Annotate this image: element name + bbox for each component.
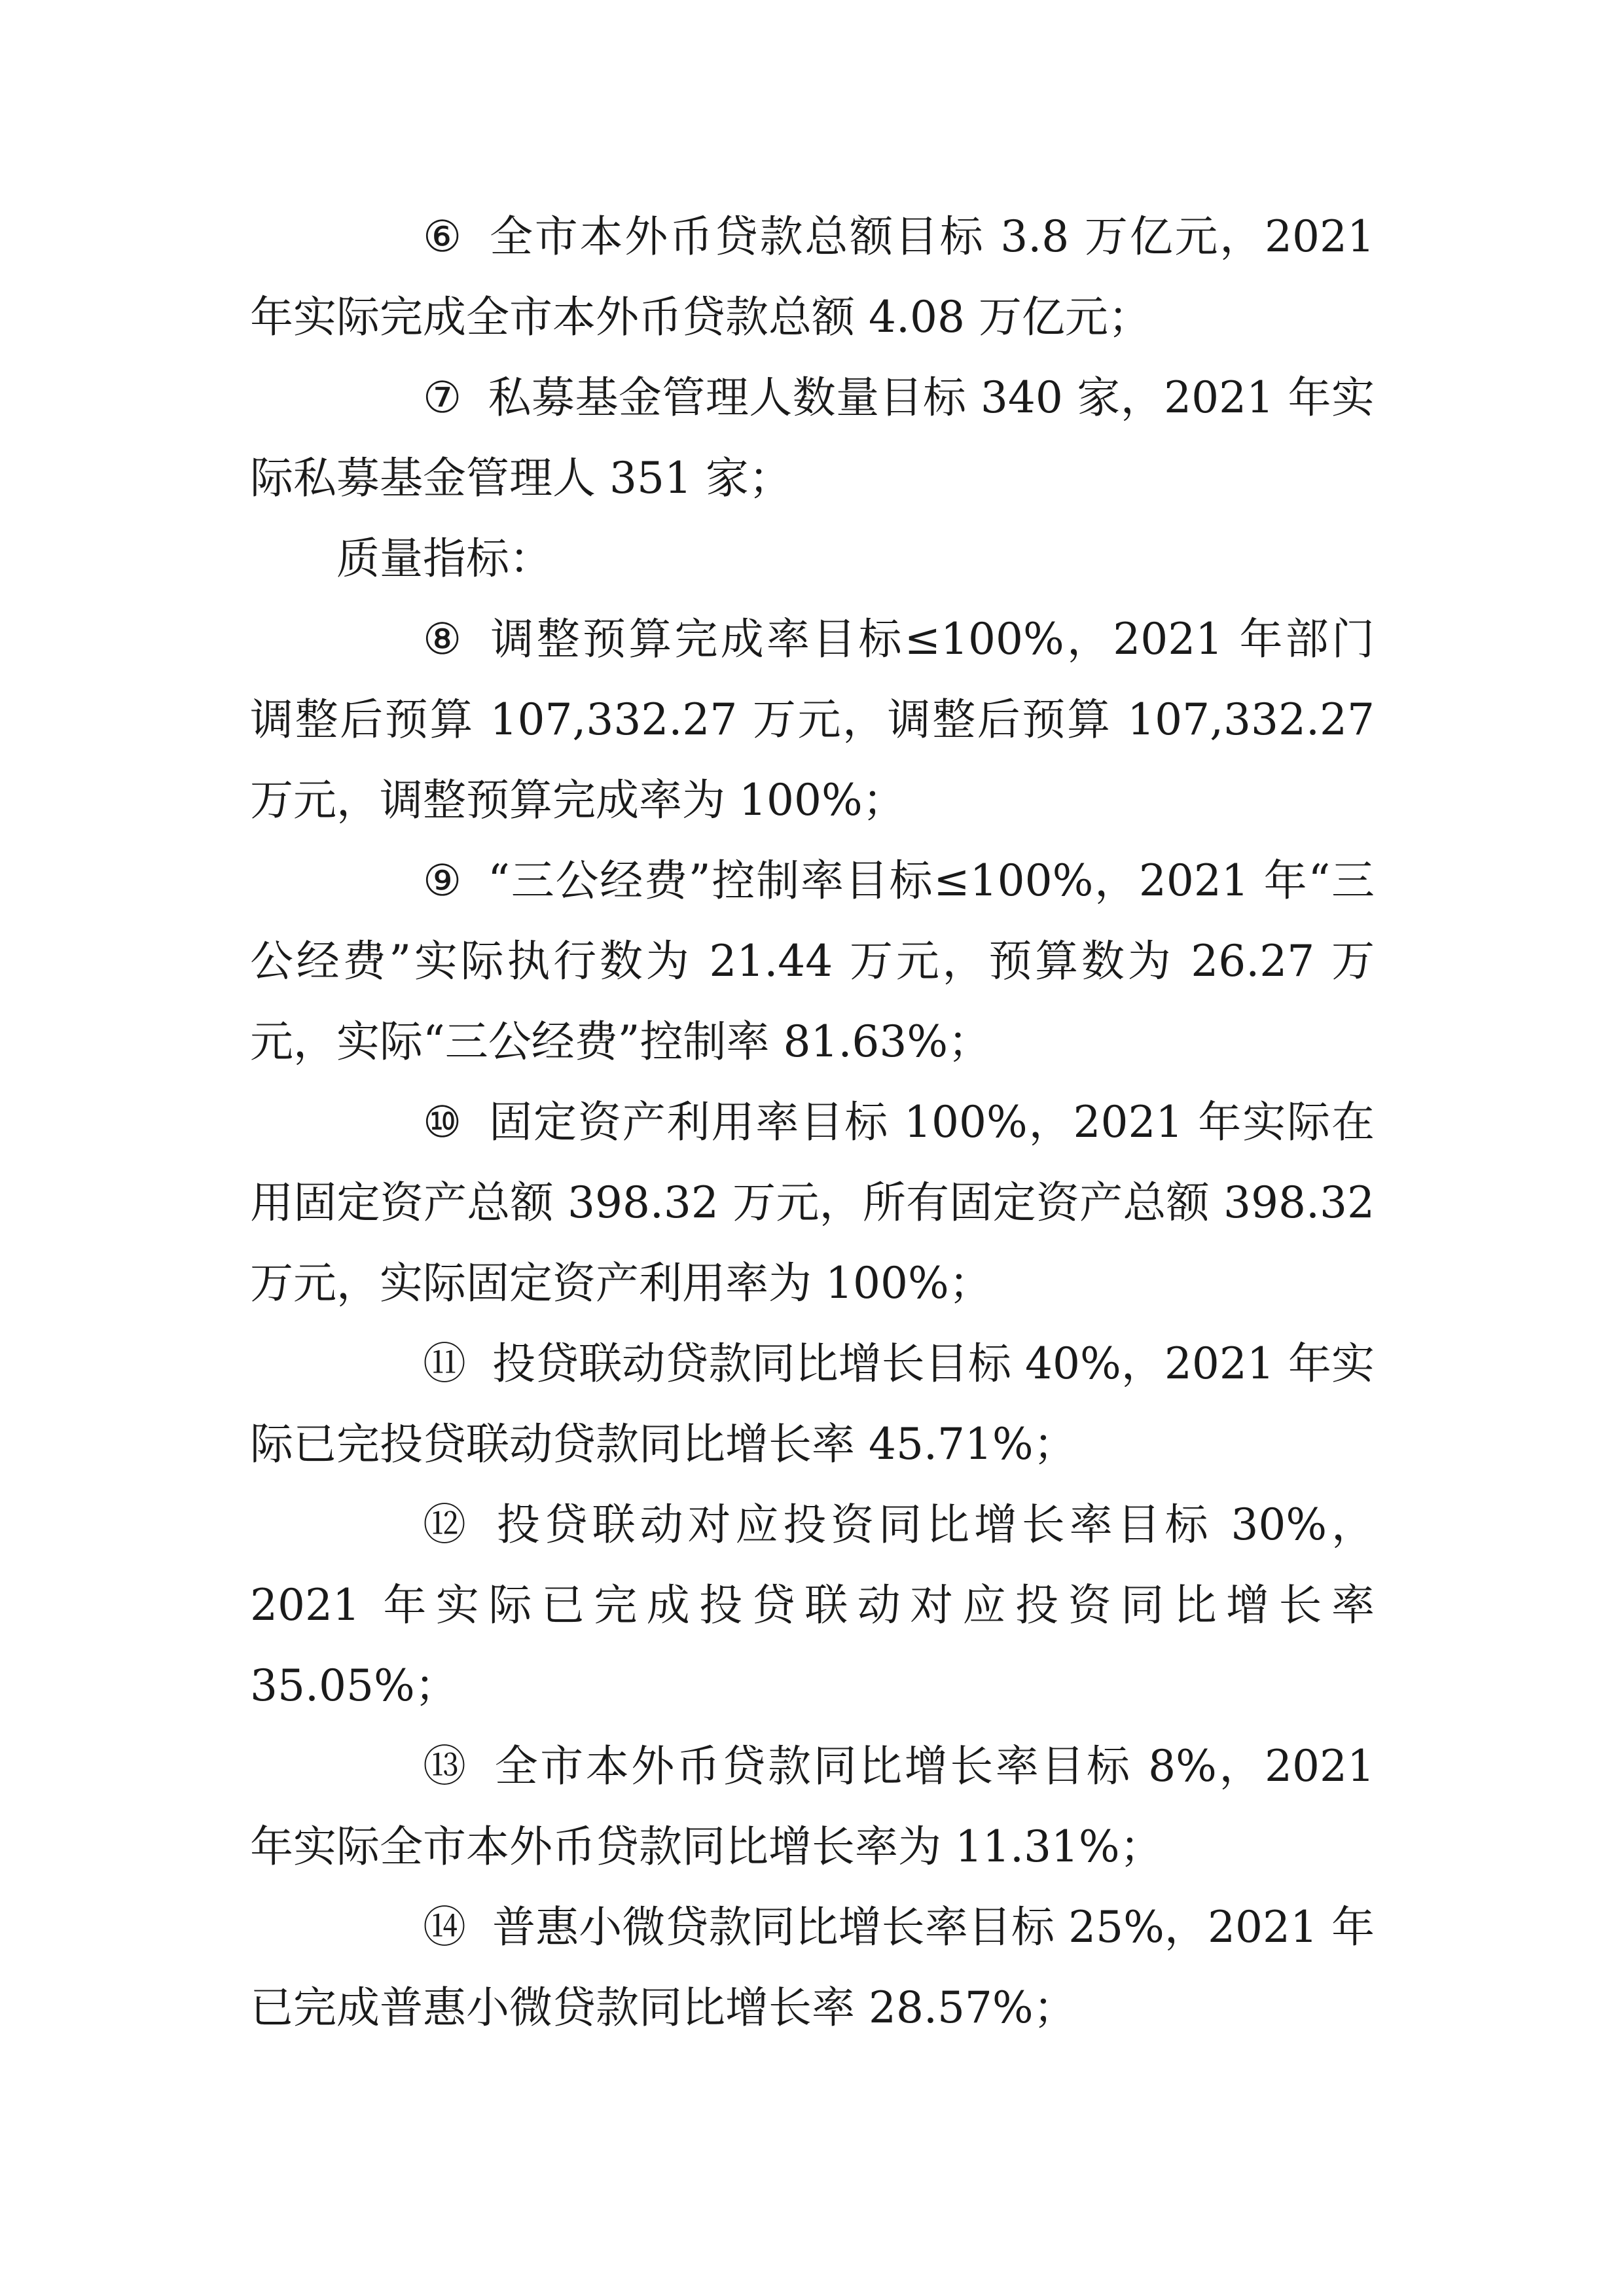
paragraph-6: [250, 196, 1375, 357]
item-number: ⑨: [423, 855, 462, 906]
paragraph-text: 全市本外币贷款同比增长率目标 8%，2021 年实际全市本外币贷款同比增长率为 11.31%；: [250, 1741, 1375, 1872]
paragraph-10: [250, 1082, 1375, 1323]
item-number: ⑥: [423, 211, 462, 262]
paragraph-11: [250, 1323, 1375, 1484]
section-heading-text: 质量指标：: [336, 533, 552, 584]
paragraph-text: 私募基金管理人数量目标 340 家，2021 年实际私募基金管理人 351 家；: [250, 372, 1375, 503]
document-page: [250, 196, 1375, 2048]
paragraph-text: 全市本外币贷款总额目标 3.8 万亿元，2021 年实际完成全市本外币贷款总额 4.08 万亿元；: [250, 211, 1375, 342]
paragraph-12: [250, 1484, 1375, 1726]
item-number: ⑩: [423, 1097, 462, 1147]
paragraph-text: 调整预算完成率目标≤100%，2021 年部门调整后预算 107,332.27 万元，调整后预算 107,332.27 万元，调整预算完成率为 100%；: [250, 614, 1375, 825]
item-number: ⑬: [423, 1741, 466, 1791]
item-number: ⑧: [423, 614, 462, 664]
paragraph-14: [250, 1887, 1375, 2048]
paragraph-text: 固定资产利用率目标 100%，2021 年实际在用固定资产总额 398.32 万元，所有固定资产总额 398.32 万元，实际固定资产利用率为 100%；: [250, 1097, 1375, 1308]
paragraph-7: [250, 357, 1375, 518]
paragraph-text: “三公经费”控制率目标≤100%，2021 年“三公经费”实际执行数为 21.44 万元，预算数为 26.27 万元，实际“三公经费”控制率 81.63%；: [250, 855, 1375, 1067]
paragraph-8: [250, 599, 1375, 840]
item-number: ⑪: [423, 1338, 466, 1389]
paragraph-9: [250, 840, 1375, 1082]
paragraph-text: 普惠小微贷款同比增长率目标 25%，2021 年已完成普惠小微贷款同比增长率 28.57%；: [250, 1902, 1375, 2033]
item-number: ⑦: [423, 372, 462, 423]
paragraph-13: [250, 1726, 1375, 1887]
item-number: ⑭: [423, 1902, 466, 1952]
item-number: ⑫: [423, 1499, 466, 1550]
paragraph-text: 投贷联动贷款同比增长目标 40%，2021 年实际已完投贷联动贷款同比增长率 45.71%；: [250, 1338, 1375, 1469]
section-heading-quality-indicators: [250, 518, 1375, 599]
paragraph-text: 投贷联动对应投资同比增长率目标 30%，2021 年实际已完成投贷联动对应投资同比增长率 35.05%；: [250, 1499, 1375, 1711]
